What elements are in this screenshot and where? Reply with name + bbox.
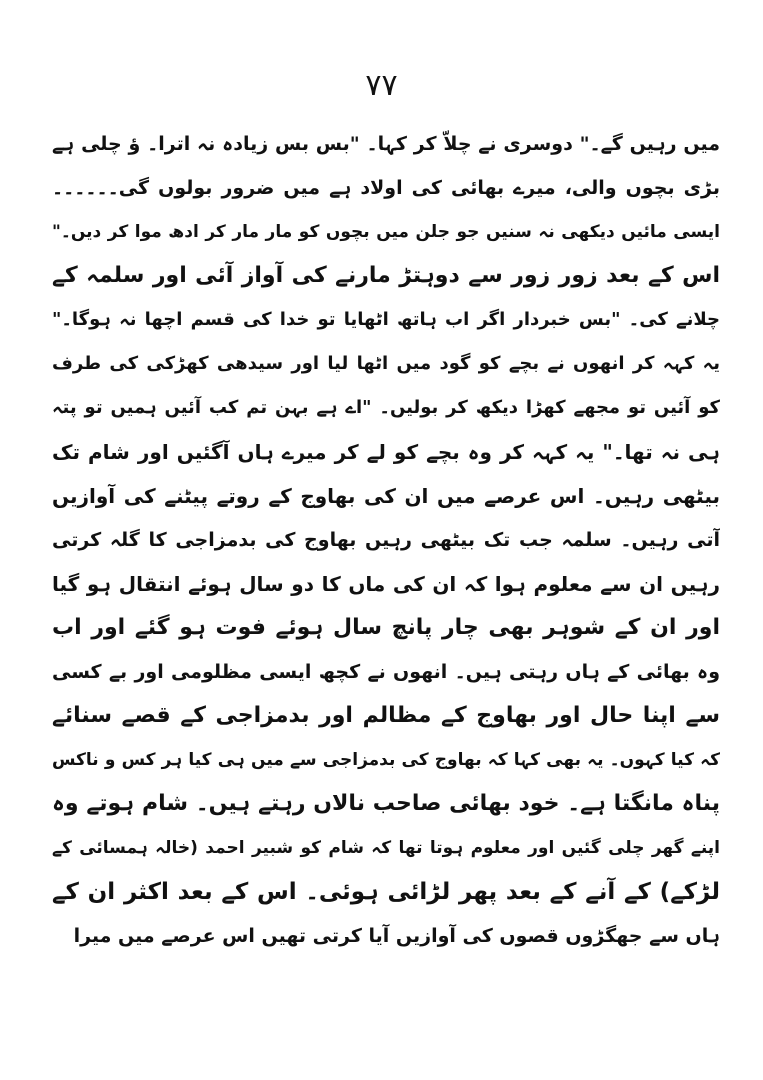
text-line: پناہ مانگتا ہے۔ خود بھائی صاحب نالاں رہتے ہیں۔ شام ہوتے وہ bbox=[52, 791, 720, 816]
text-line: اس کے بعد زور زور سے دوہتڑ مارنے کی آواز آئی اور سلمہ کے bbox=[52, 263, 720, 288]
text-line: کو آئیں تو مجھے کھڑا دیکھ کر بولیں۔ "اے ہے بہن تم کب آئیں ہمیں تو پتہ bbox=[52, 397, 720, 418]
text-line: بیٹھی رہیں۔ اس عرصے میں ان کی بھاوج کے روتے پیٹنے کی آوازیں bbox=[52, 484, 720, 508]
text-line: ایسی مائیں دیکھی نہ سنیں جو جلن میں بچوں کو مار مار کر ادھ موا کر دیں۔" bbox=[52, 222, 720, 242]
text-line: کہ کیا کہوں۔ یہ بھی کہا کہ بھاوج کی بدمزاجی سے میں ہی کیا ہر کس و ناکس bbox=[52, 750, 720, 770]
page-number: ۷۷ bbox=[365, 68, 398, 103]
text-line: چلانے کی۔ "بس خبردار اگر اب ہاتھ اٹھایا تو خدا کی قسم اچھا نہ ہوگا۔" bbox=[52, 309, 720, 330]
text-line: رہیں ان سے معلوم ہوا کہ ان کی ماں کا دو سال ہوئے انتقال ہو گیا bbox=[52, 572, 720, 596]
body-text bbox=[52, 122, 720, 958]
text-line: بڑی بچوں والی، میرے بھائی کی اولاد ہے میں ضرور بولوں گی۔۔۔۔۔۔ bbox=[52, 177, 720, 199]
text-line: سے اپنا حال اور بھاوج کے مظالم اور بدمزاجی کے قصے سنائے bbox=[52, 703, 720, 728]
text-line: لڑکے) کے آنے کے بعد پھر لڑائی ہوئی۔ اس کے بعد اکثر ان کے bbox=[52, 879, 720, 905]
text-line: اور ان کے شوہر بھی چار پانچ سال ہوئے فوت ہو گئے اور اب bbox=[52, 615, 720, 640]
text-line: ہاں سے جھگڑوں قصوں کی آوازیں آیا کرتی تھیں اس عرصے میں میرا bbox=[73, 925, 720, 947]
text-line: یہ کہہ کر انھوں نے بچے کو گود میں اٹھا لیا اور سیدھی کھڑکی کی طرف bbox=[52, 353, 720, 374]
text-line: آتی رہیں۔ سلمہ جب تک بیٹھی رہیں بھاوج کی بدمزاجی کا گلہ کرتی bbox=[52, 529, 720, 551]
text-line: اپنے گھر چلی گئیں اور معلوم ہوتا تھا کہ شام کو شبیر احمد (خالہ ہمسائی کے bbox=[52, 838, 720, 858]
text-line: وہ بھائی کے ہاں رہتی ہیں۔ انھوں نے کچھ ایسی مظلومی اور بے کسی bbox=[52, 661, 720, 683]
text-line: ہی نہ تھا۔" یہ کہہ کر وہ بچے کو لے کر میرے ہاں آگئیں اور شام تک bbox=[52, 440, 720, 464]
text-line: میں رہیں گے۔" دوسری نے چلاّ کر کہا۔ "بس بس زیادہ نہ اترا۔ ؤ چلی ہے bbox=[52, 133, 720, 155]
